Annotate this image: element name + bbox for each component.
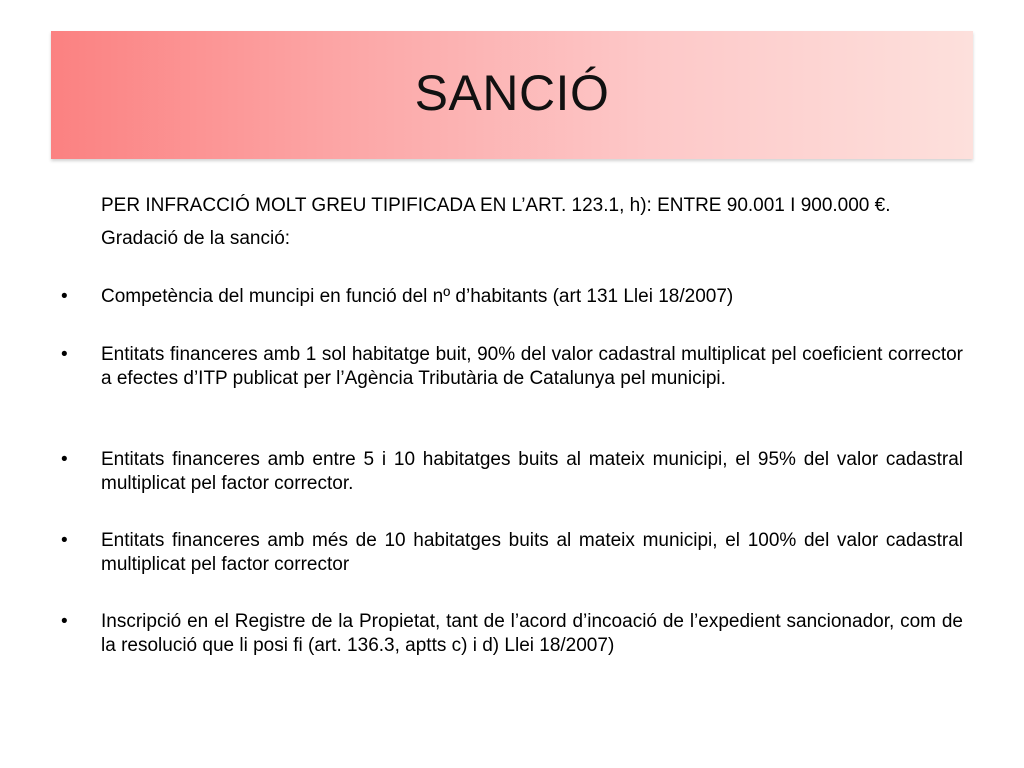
bullet-icon: • [61,530,68,551]
bullet-item [61,529,963,577]
bullet-icon: • [61,449,68,470]
bullet-text: Entitats financeres amb entre 5 i 10 habitatges buits al mateix municipi, el 95% del valor cadastral multiplicat pel factor corrector. [101,449,963,494]
bullet-text: Competència del muncipi en funció del nº d’habitants (art 131 Llei 18/2007) [101,286,734,307]
bullet-item [61,285,963,309]
intro-line: PER INFRACCIÓ MOLT GREU TIPIFICADA EN L’ART. 123.1, h): ENTRE 90.001 I 900.000 €. [101,195,891,216]
bullet-icon: • [61,286,68,307]
subheading: Gradació de la sanció: [101,228,291,249]
bullet-text: Entitats financeres amb 1 sol habitatge buit, 90% del valor cadastral multiplicat pel coeficient corrector a efectes d’ITP publicat per l’Agència Tributària de Catalunya pel municipi. [101,344,963,389]
bullet-item [61,610,963,658]
bullet-text: Inscripció en el Registre de la Propietat, tant de l’acord d’incoació de l’expedient sancionador, com de la resolució que li posi fi (art. 136.3, aptts c) i d) Llei 18/2007) [101,611,963,656]
slide-title: SANCIÓ [414,65,610,121]
bullet-icon: • [61,611,68,632]
bullet-icon: • [61,344,68,365]
bullet-text: Entitats financeres amb més de 10 habitatges buits al mateix municipi, el 100% del valor cadastral multiplicat pel factor corrector [101,530,963,575]
bullet-item [61,448,963,496]
bullet-item [61,343,963,391]
